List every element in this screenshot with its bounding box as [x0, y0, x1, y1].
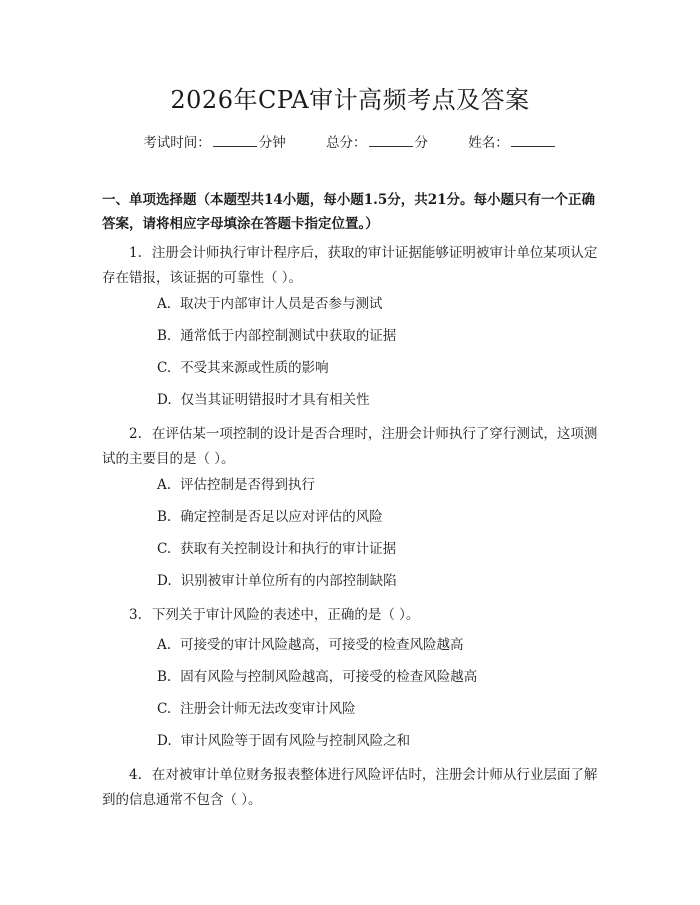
- total-score-unit: 分: [414, 135, 428, 151]
- option-text: 不受其来源或性质的影响: [180, 360, 329, 376]
- question-number: 4.: [129, 767, 142, 783]
- option-text: 可接受的审计风险越高，可接受的检查风险越高: [180, 637, 464, 653]
- exam-time-label: 考试时间：: [143, 135, 211, 151]
- option-1a: [157, 294, 383, 314]
- exam-time-unit: 分钟: [258, 135, 286, 151]
- question-3: [102, 603, 598, 628]
- option-letter: C.: [157, 701, 172, 717]
- option-1b: [157, 326, 396, 346]
- question-text: 下列关于审计风险的表述中，正确的是（ ）。: [151, 607, 420, 623]
- option-text: 固有风险与控制风险越高，可接受的检查风险越高: [180, 669, 478, 685]
- option-letter: B.: [157, 669, 172, 685]
- name-blank: [511, 134, 555, 147]
- total-score-label: 总分：: [326, 135, 367, 151]
- name-label: 姓名：: [468, 135, 509, 151]
- exam-info-line: [0, 131, 700, 151]
- option-1d: [157, 390, 370, 410]
- option-3a: [157, 635, 464, 655]
- option-text: 仅当其证明错报时才具有相关性: [180, 392, 370, 408]
- option-letter: A.: [157, 477, 172, 493]
- option-letter: D.: [157, 733, 172, 749]
- option-letter: A.: [157, 296, 172, 312]
- option-text: 获取有关控制设计和执行的审计证据: [180, 541, 397, 557]
- question-4: [102, 763, 598, 813]
- question-number: 3.: [129, 607, 142, 623]
- option-letter: A.: [157, 637, 172, 653]
- question-text: 在评估某一项控制的设计是否合理时，注册会计师执行了穿行测试，这项测试的主要目的是（ ）。: [102, 426, 598, 467]
- option-text: 通常低于内部控制测试中获取的证据: [180, 328, 397, 344]
- question-2: [102, 422, 598, 472]
- option-2d: [157, 571, 397, 591]
- option-letter: B.: [157, 328, 172, 344]
- option-3c: [157, 699, 356, 719]
- total-score-field: [326, 135, 428, 151]
- page-title: 2026年CPA审计高频考点及答案: [170, 86, 530, 114]
- option-text: 确定控制是否足以应对评估的风险: [180, 509, 383, 525]
- option-letter: D.: [157, 392, 172, 408]
- option-3d: [157, 731, 410, 751]
- option-text: 识别被审计单位所有的内部控制缺陷: [180, 573, 397, 589]
- option-letter: C.: [157, 541, 172, 557]
- option-text: 审计风险等于固有风险与控制风险之和: [180, 733, 411, 749]
- name-field: [468, 135, 557, 151]
- section-heading: 一、单项选择题（本题型共14小题，每小题1.5分，共21分。每小题只有一个正确答案，请将相应字母填涂在答题卡指定位置。）: [102, 192, 596, 232]
- exam-time-field: [143, 135, 286, 151]
- question-1: [102, 241, 598, 291]
- option-text: 注册会计师无法改变审计风险: [180, 701, 356, 717]
- option-1c: [157, 358, 329, 378]
- question-text: 注册会计师执行审计程序后，获取的审计证据能够证明被审计单位某项认定存在错报，该证据的可靠性（ ）。: [102, 245, 598, 286]
- option-letter: B.: [157, 509, 172, 525]
- option-text: 取决于内部审计人员是否参与测试: [180, 296, 383, 312]
- question-number: 2.: [129, 426, 142, 442]
- option-2a: [157, 475, 315, 495]
- question-text: 在对被审计单位财务报表整体进行风险评估时，注册会计师从行业层面了解到的信息通常不包含（ ）。: [102, 767, 598, 808]
- option-letter: C.: [157, 360, 172, 376]
- option-text: 评估控制是否得到执行: [180, 477, 316, 493]
- option-2c: [157, 539, 396, 559]
- question-number: 1.: [129, 245, 142, 261]
- option-letter: D.: [157, 573, 172, 589]
- option-2b: [157, 507, 383, 527]
- total-score-blank: [369, 134, 413, 147]
- exam-time-blank: [213, 134, 257, 147]
- option-3b: [157, 667, 477, 687]
